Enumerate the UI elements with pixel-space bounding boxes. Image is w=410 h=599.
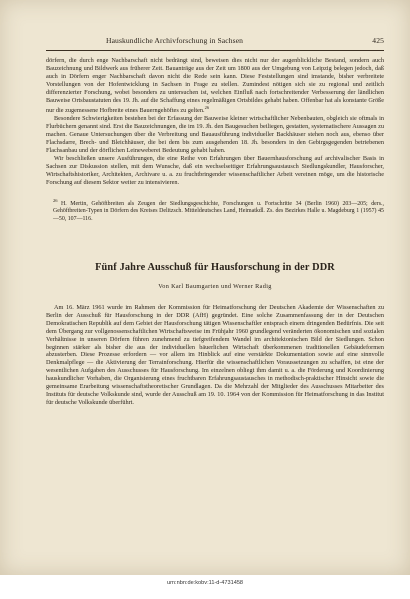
section-paragraph: Am 16. März 1961 wurde im Rahmen der Kommission für Heimatforschung der Deutschen Akademie der Wissenschaften zu Berlin der Ausschuß für Hausforschung in der DDR (AfH) gegründet. Eine solche Zusammenfassung der in der Deutschen Demokratischen Republik auf dem Gebiet der Hausforschung tätigen Wissenschaftler entsprach einem dringenden Bedürfnis. Die seit dem Übergang zur vollgenossenschaftlichen Wirtschaftsweise im Frühjahr 1960 grundlegend veränderten ökonomischen und sozialen Verhältnisse in unseren Dörfern führen zunehmend zu tiefgreifendem Wandel im architektonischen Bild der Siedlungen. Schon beginnen stärker als bisher die aus der individuellen bäuerlichen Wirtschaft überkommenen traditionellen Gebäudeformen abzusterben. Diese Prozesse erfordern — vor allem im Hinblick auf eine verstärkte Dokumentation sowie auf eine sinnvolle Denkmalpflege — die Aktivierung der Terrainforschung. Hierfür die wissenschaftlichen Voraussetzungen zu schaffen, ist eine der wesentlichen Aufgaben des Ausschusses für Hausforschung. Im einzelnen obliegt ihm damit u. a. die Förderung und Koordinierung hauskundlicher Vorhaben, die Organisierung eines fruchtbaren Erfahrungsaustausches in methodisch-praktischer Hinsicht sowie die gemeinsame Erarbeitung wissenschaftstheoretischer Grundlagen. Da die Mehrzahl der Mitglieder des Ausschusses Mitarbeiter des Instituts für deutsche Volkskunde sind, wurde der Ausschuß am 19. 10. 1964 von der Kommission für Heimatforschung in das Institut für deutsche Volkskunde überführt.	[46, 304, 384, 406]
page-number: 425	[372, 36, 384, 45]
paragraph	[46, 57, 384, 115]
running-head-title: Hauskundliche Archivforschung in Sachsen	[106, 36, 244, 45]
paragraph: Wir beschließen unsere Ausführungen, die eine Reihe von Erfahrungen über Bauernhausforschung auf archivalischer Basis in Sachsen zur Diskussion stellen, mit dem Wunsche, daß ein wechselseitiger Erfahrungsaustausch Siedlungskundler, Hausforscher, Wirtschaftshistoriker, Architekten, Archivare u. a. zu fruchtbringender wissenschaftlicher Arbeit vereinen möge, um die historische Forschung auf diesem Sektor weiter zu intensivieren.	[46, 154, 384, 186]
section-title: Fünf Jahre Ausschuß für Hausforschung in der DDR	[95, 262, 335, 273]
header-rule	[46, 50, 384, 51]
footnote-mark: 26	[53, 197, 58, 203]
footer-bar	[0, 575, 410, 599]
paragraph-text: dörfern, die durch enge Nachbarschaft nicht bedrängt sind, beweisen dies nicht nur der augenblickliche Bestand, sondern auch Bauzeichnung und Bildwerk aus früherer Zeit. Bauanträge aus der Zeit um 1800 aus der Umgebung von Leipzig belegen jedoch, daß auch in Dörfern enger Nachbarschaft davon nicht die Rede sein kann. Diese Feststellungen sind imstande, bisher verbreitete Vorstellungen von der Hofentwicklung in Sachsen in Frage zu stellen. Zumindest nötigen sich sie zu regional und zeitlich differenzierter Forschung, wobei besonders zu untersuchen ist, welchen Einfluß nach fortschreitender Verbesserung der ländlichen Bauweise Ortsbaustatuten des 19. Jh. auf die Schaffung eines regelmäßigen Ortsbildes gehabt haben. Offenbar hat als konstante Größe nur die zugemessene Hofbreite eines Bauerngehöftes zu gelten.	[46, 57, 384, 115]
new-section	[46, 262, 384, 407]
paragraph: Besondere Schwierigkeiten bestehen bei der Erfassung der Bauweise kleiner wirtschaftlicher Nebenbauten, obgleich sie oftmals in Flurbüchern genannt sind. Erst die Bauzeichnungen, die im 19. Jh. den Baugesuchen beiliegen, gestatten, systematischere Aussagen zu machen. Genaue Untersuchungen über die Verbreitung und Bauausführung individueller Backhäuser stehen noch aus, ebenso über Flachsdarre, Brech- und Bleichhäuser, die bei dem bis zum ausgehenden 18. Jh. besonders in den Gebirgsgegenden betriebenen Flachsanbau und der dörflichen Leineweberei Bedeutung gehabt haben.	[46, 115, 384, 155]
running-head	[46, 36, 384, 48]
article-body	[46, 57, 384, 187]
urn-identifier: urn:nbn:de:kobv:11-d-4731458	[166, 580, 244, 586]
upper-page-content	[46, 36, 384, 223]
footnote-reference: 26	[204, 105, 210, 111]
byline: Von Karl Baumgarten und Werner Radig	[158, 283, 272, 290]
footnote-text: H. Mertin, Gehöftbreiten als Zeugen der Siedlungsgeschichte, Forschungen u. Fortschritte 34 (Berlin 1960) 203—205; ders., Gehöftbreiten-Typen in Dörfern des Kreises Delitzsch. Mitteldeutsches Land, Heimatkdl. Zs. des Bezirkes Halle u. Magdeburg 1 (1957) 45—50, 107—116.	[53, 200, 384, 222]
footnote	[46, 197, 384, 224]
